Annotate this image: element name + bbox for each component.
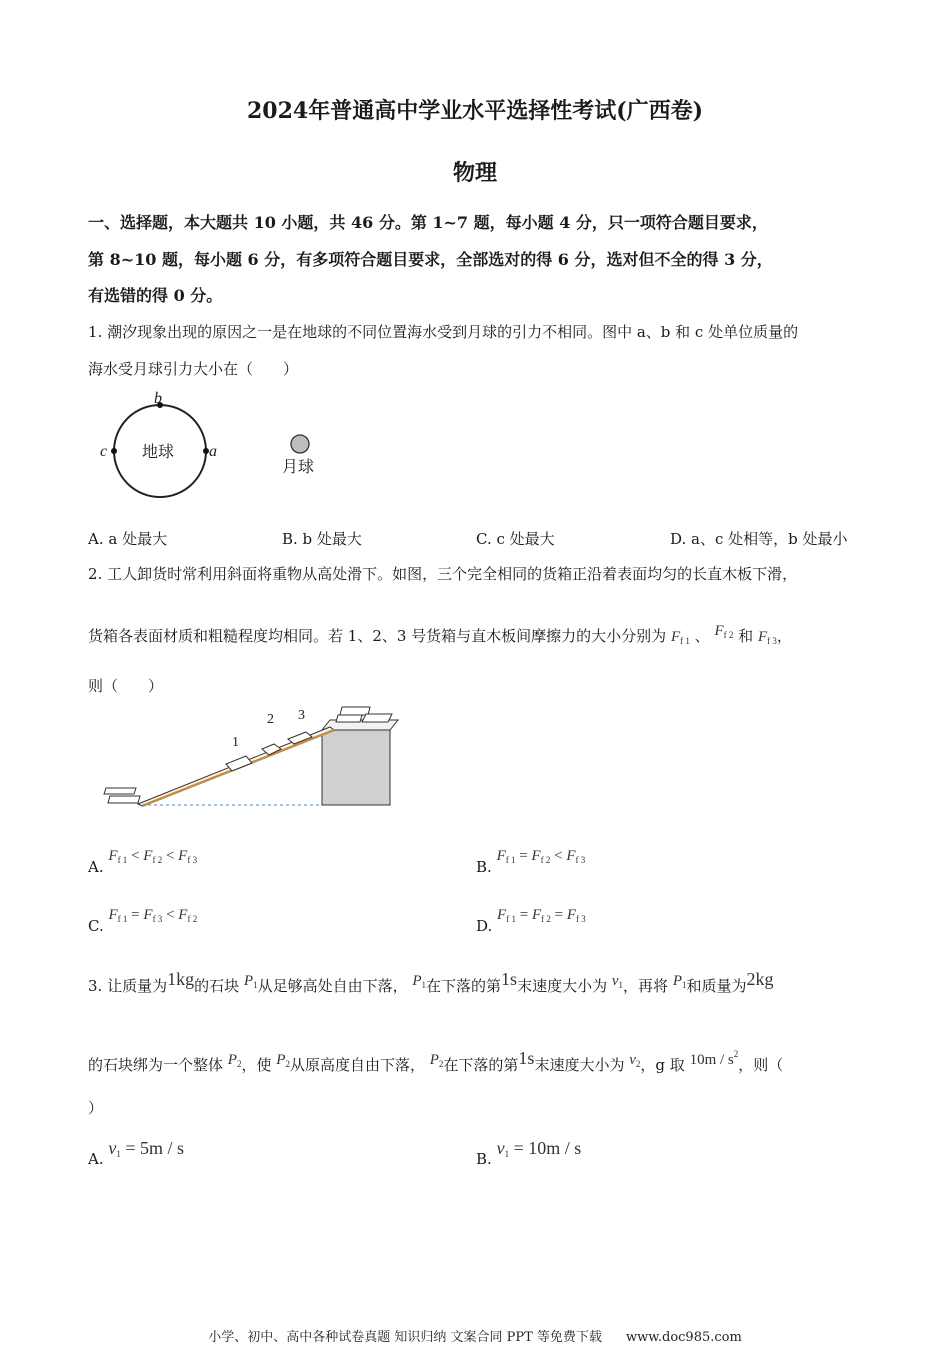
earth-label: 地球	[142, 442, 175, 461]
crate-label-2: 2	[267, 712, 274, 727]
q2-option-c: C. $F_{f 1} = F_{f 3} < F_{f 2}$	[88, 907, 198, 935]
q1-stem-line1: 1. 潮汐现象出现的原因之一是在地球的不同位置海水受到月球的引力不相同。图中 a、b 和 c 处单位质量的	[88, 323, 799, 341]
bottom-crate	[104, 788, 136, 794]
q1-option-d: D. a、c 处相等，b 处最小	[670, 530, 848, 548]
platform-crate	[340, 707, 370, 715]
section-heading-line3: 有选错的得 0 分。	[88, 286, 223, 305]
ff3-symbol: $F_{f 3}$	[757, 629, 777, 646]
ff2-symbol: $F_{f 2}$	[714, 623, 734, 640]
point-a-label: a	[209, 443, 217, 460]
footer-text: 小学、初中、高中各种试卷真题 知识归纳 文案合同 PPT 等免费下载	[208, 1330, 602, 1345]
q2-stem-line3: 则（ ）	[88, 677, 164, 695]
q1-stem-line2: 海水受月球引力大小在（ ）	[88, 360, 299, 378]
q3-stem-line1: 3. 让质量为1kg的石块 $P_1$从足够高处自由下落， $P_1$在下落的第1s末速度大小为 $v_1$，再将 $P_1$和质量为2kg	[88, 969, 774, 995]
crate-label-3: 3	[298, 708, 305, 723]
q3-stem-line3: ）	[88, 1099, 104, 1117]
incline-crates-figure	[100, 700, 410, 812]
point-b-label: b	[154, 390, 162, 407]
q2-option-b: B. $F_{f 1} = F_{f 2} < F_{f 3}$	[476, 848, 586, 876]
q3-option-a: A. $v_1 = 5m / s$	[88, 1138, 185, 1168]
q3-option-b: B. $v_1 = 10m / s$	[476, 1138, 582, 1168]
point-c-label: c	[100, 443, 108, 460]
subject-title: 物理	[452, 160, 497, 186]
point-c-dot	[111, 448, 117, 454]
q1-option-b: B. b 处最大	[282, 530, 362, 548]
q2-option-a: A. $F_{f 1} < F_{f 2} < F_{f 3}$	[88, 848, 198, 876]
bottom-crate	[108, 796, 140, 803]
section-heading-line1: 一、选择题，本大题共 10 小题，共 46 分。第 1~7 题，每小题 4 分，只一项符合题目要求，	[88, 213, 768, 232]
moon-circle	[291, 435, 309, 453]
q2-stem-line2: 货箱各表面材质和粗糙程度均相同。若 1、2、3 号货箱与直木板间摩擦力的大小分别为 $F_{f 1}$ 、 $F_{f 2}$ 和 $F_{f 3}$，	[88, 623, 792, 646]
earth-moon-figure	[95, 385, 345, 505]
q2-stem-line1: 2. 工人卸货时常利用斜面将重物从高处滑下。如图，三个完全相同的货箱正沿着表面均匀的长直木板下滑，	[88, 565, 798, 583]
platform-block	[322, 730, 390, 805]
crate-label-1: 1	[232, 735, 239, 750]
crate-3	[288, 732, 312, 744]
ff1-symbol: $F_{f 1}$	[670, 629, 690, 646]
q2-option-d: D. $F_{f 1} = F_{f 2} = F_{f 3}$	[476, 907, 586, 935]
q3-stem-line2: 的石块绑为一个整体 $P_2$，使 $P_2$从原高度自由下落， $P_2$在下落的第1s末速度大小为 $v_2$，g 取 $10m / s^2$，则（	[88, 1048, 784, 1074]
q1-option-c: C. c 处最大	[476, 530, 555, 548]
q1-option-a: A. a 处最大	[88, 530, 168, 548]
moon-label: 月球	[282, 457, 315, 476]
section-heading-line2: 第 8~10 题，每小题 6 分，有多项符合题目要求，全部选对的得 6 分，选对但不全的得 3 分，	[88, 250, 773, 269]
exam-title: 2024年普通高中学业水平选择性考试(广西卷)	[246, 98, 704, 124]
footer-url[interactable]: www.doc985.com	[626, 1330, 742, 1345]
platform-crate	[336, 715, 362, 722]
platform-crate	[362, 714, 392, 722]
page-footer	[0, 1326, 950, 1345]
